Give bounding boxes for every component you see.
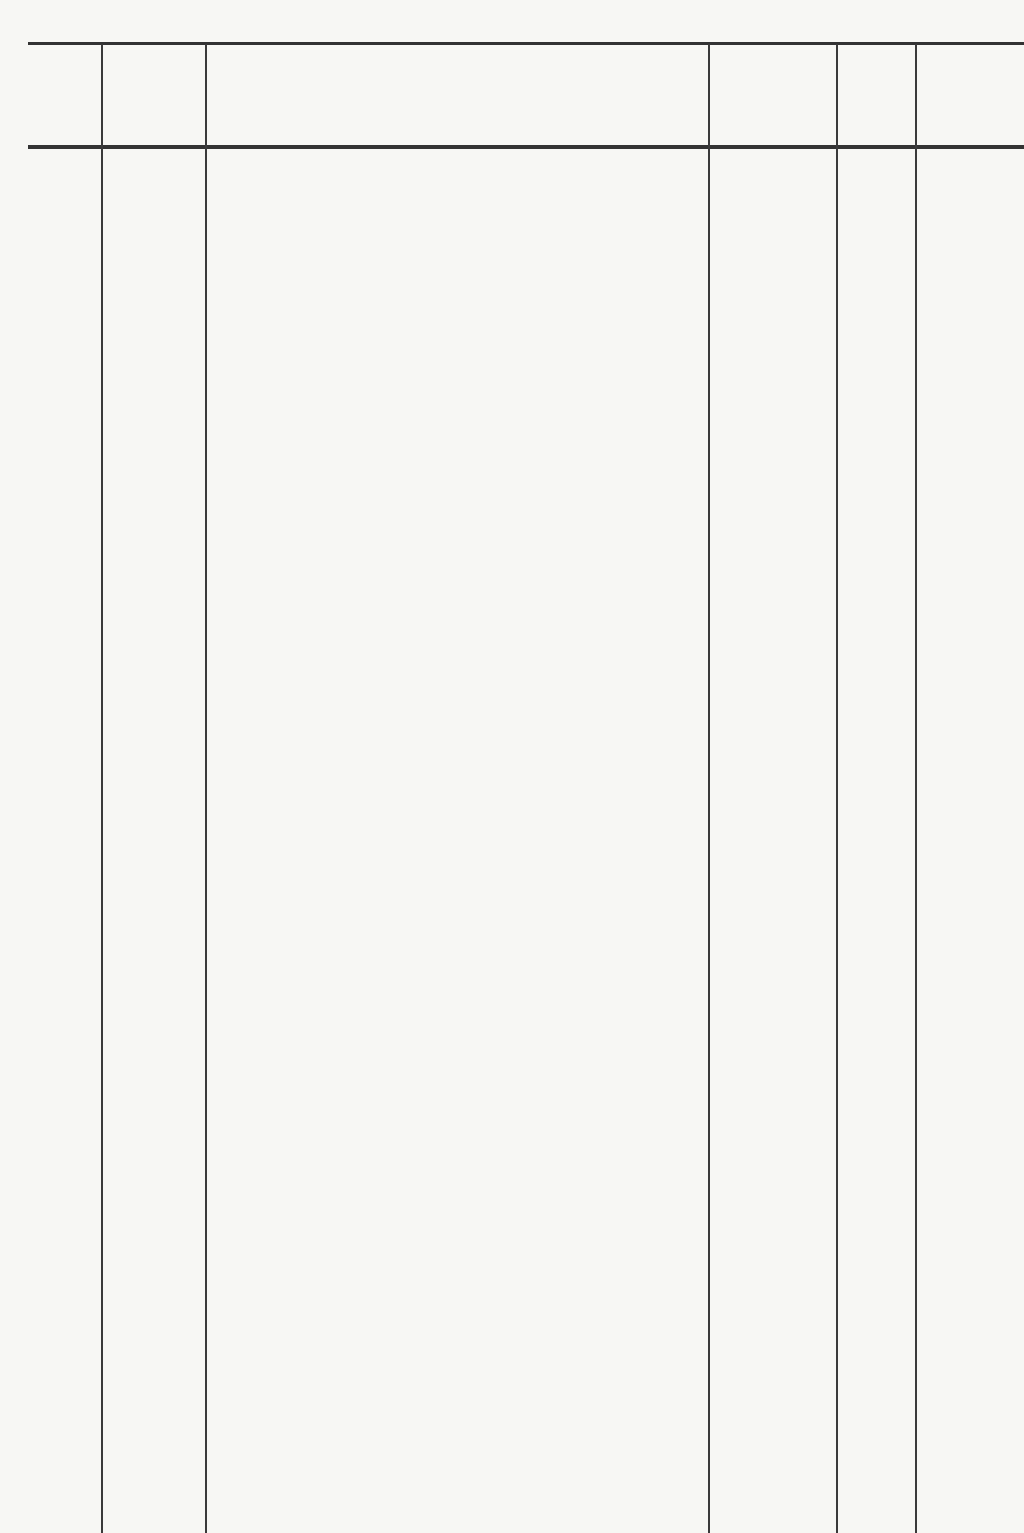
header-top-rule	[28, 42, 1024, 45]
col-divider-3	[708, 44, 710, 1533]
col-divider-4	[836, 44, 838, 1533]
col-divider-5	[915, 44, 917, 1533]
col-divider-1	[101, 44, 103, 1533]
header-bottom-rule	[28, 145, 1024, 149]
col-divider-2	[205, 44, 207, 1533]
